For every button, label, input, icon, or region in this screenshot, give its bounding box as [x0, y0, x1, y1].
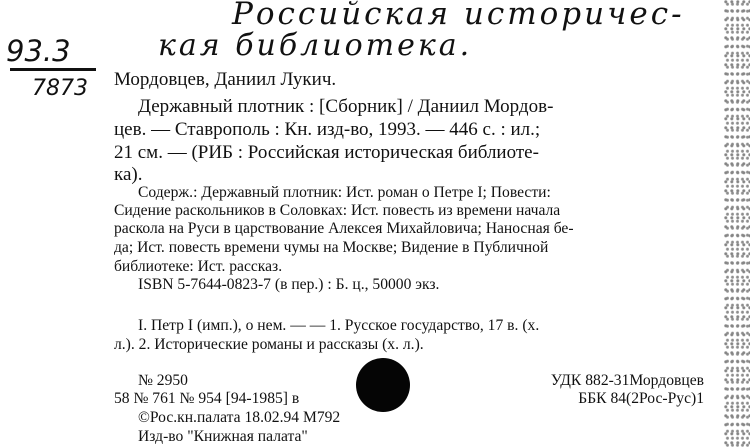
registration-number: № 2950 [138, 372, 188, 389]
contents-line-1: Содерж.: Державный плотник: Ист. роман о Петре I; Повести: [138, 184, 551, 201]
contents-line-4: да; Ист. повесть времени чумы на Москве; Видение в Публичной [114, 239, 549, 256]
isbn-line: ISBN 5-7644-0823-7 (в пер.) : Б. ц., 50000 экз. [138, 276, 440, 293]
ink-blot [356, 358, 410, 412]
shelf-mark-number: 7873 [32, 76, 88, 101]
handwritten-series-line-2: кая библиотека. [158, 28, 473, 63]
title-line-3: 21 см. — (РИБ : Российская историческая библиоте- [114, 142, 539, 163]
subjects-line-2: л.). 2. Исторические романы и рассказы (х. л.). [114, 336, 424, 353]
contents-line-2: Сидение раскольников в Соловках: Ист. повесть из времени начала [114, 202, 561, 219]
title-line-2: цев. — Ставрополь : Кн. изд-во, 1993. — 446 с. : ил.; [114, 119, 541, 140]
contents-line-3: раскола на Руси в царствование Алексея Михайловича; Наносная бе- [114, 220, 574, 237]
subjects-line-1: I. Петр I (имп.), о нем. — — 1. Русское государство, 17 в. (х. [138, 317, 540, 334]
publisher-line: Изд-во "Книжная палата" [138, 428, 308, 445]
scan-edge-noise [724, 0, 750, 448]
bbk-code: ББК 84(2Рос-Рус)1 [578, 390, 704, 407]
handwritten-series-line-1: Российская историчес- [232, 0, 685, 32]
udk-code: УДК 882-31Мордовцев [550, 372, 704, 389]
shelf-mark-underline [10, 68, 96, 71]
contents-line-5: библиотеке: Ист. рассказ. [114, 258, 283, 275]
shelf-mark-code: 93.3 [6, 34, 71, 68]
registration-line-2: 58 № 761 № 954 [94-1985] в [114, 390, 300, 407]
author-heading: Мордовцев, Даниил Лукич. [114, 69, 337, 90]
copyright-line: ©Рос.кн.палата 18.02.94 М792 [138, 409, 341, 426]
title-line-1: Державный плотник : [Сборник] / Даниил Мордов- [138, 96, 554, 117]
title-line-4: ка). [114, 164, 143, 185]
